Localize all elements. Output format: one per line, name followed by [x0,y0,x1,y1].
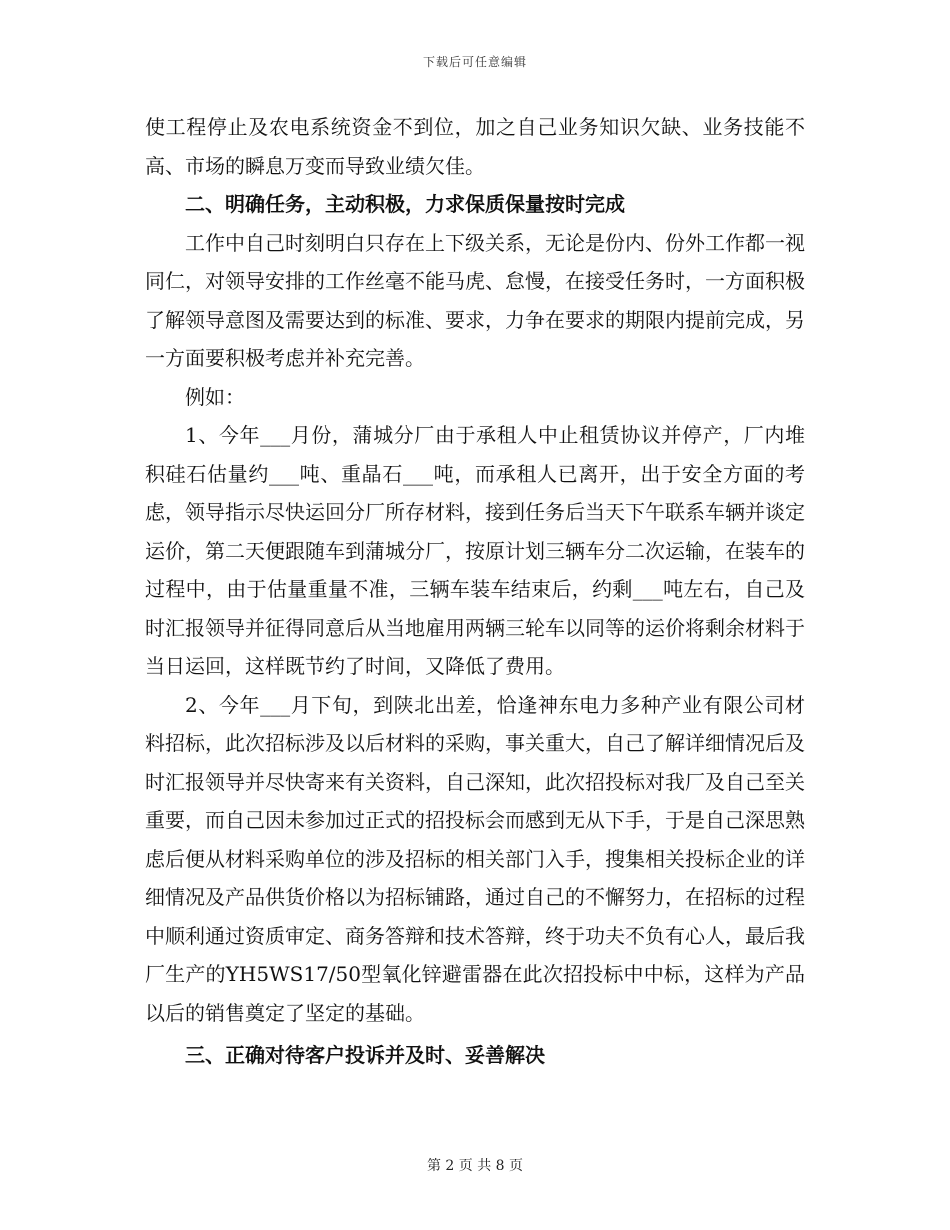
document-body [145,108,805,1075]
paragraph-2: 工作中自己时刻明白只存在上下级关系，无论是份内、份外工作都一视同仁，对领导安排的工作丝毫不能马虎、怠慢，在接受任务时，一方面积极了解领导意图及需要达到的标准、要求，力争在要求的期限内提前完成，另一方面要积极考虑并补充完善。 [145,230,805,370]
section-heading-2: 二、明确任务，主动积极，力求保质保量按时完成 [185,192,625,216]
page-number: 第 2 页 共 8 页 [426,1158,524,1174]
paragraph-1: 使工程停止及农电系统资金不到位，加之自己业务知识欠缺、业务技能不高、市场的瞬息万变而导致业绩欠佳。 [145,115,805,178]
paragraph-example-2: 2、今年___月下旬，到陕北出差，恰逢神东电力多种产业有限公司材料招标，此次招标涉及以后材料的采购，事关重大，自己了解详细情况后及时汇报领导并尽快寄来有关资料，自己深知，此次招投标对我厂及自己至关重要，而自己因未参加过正式的招投标会而感到无从下手，于是自己深思熟虑后便从材料采购单位的涉及招标的相关部门入手，搜集相关投标企业的详细情况及产品供货价格以为招标铺路，通过自己的不懈努力，在招标的过程中顺利通过资质审定、商务答辩和技术答辩，终于功夫不负有心人，最后我厂生产的YH5WS17/50型氧化锌避雷器在此次招投标中中标，这样为产品以后的销售奠定了坚定的基础。 [145,692,805,1025]
paragraph-example-label: 例如： [185,384,245,409]
paragraph-example-1: 1、今年___月份，蒲城分厂由于承租人中止租赁协议并停产，厂内堆积硅石估量约___吨、重晶石___吨，而承租人已离开，出于安全方面的考虑，领导指示尽快运回分厂所存材料，接到任务后当天下午联系车辆并谈定运价，第二天便跟随车到蒲城分厂，按原计划三辆车分二次运输，在装车的过程中，由于估量重量不准，三辆车装车结束后，约剩___吨左右，自己及时汇报领导并征得同意后从当地雇用两辆三轮车以同等的运价将剩余材料于当日运回，这样既节约了时间，又降低了费用。 [145,423,805,678]
section-heading-3: 三、正确对待客户投诉并及时、妥善解决 [185,1043,545,1067]
header-note: 下载后可任意编辑 [422,55,527,69]
